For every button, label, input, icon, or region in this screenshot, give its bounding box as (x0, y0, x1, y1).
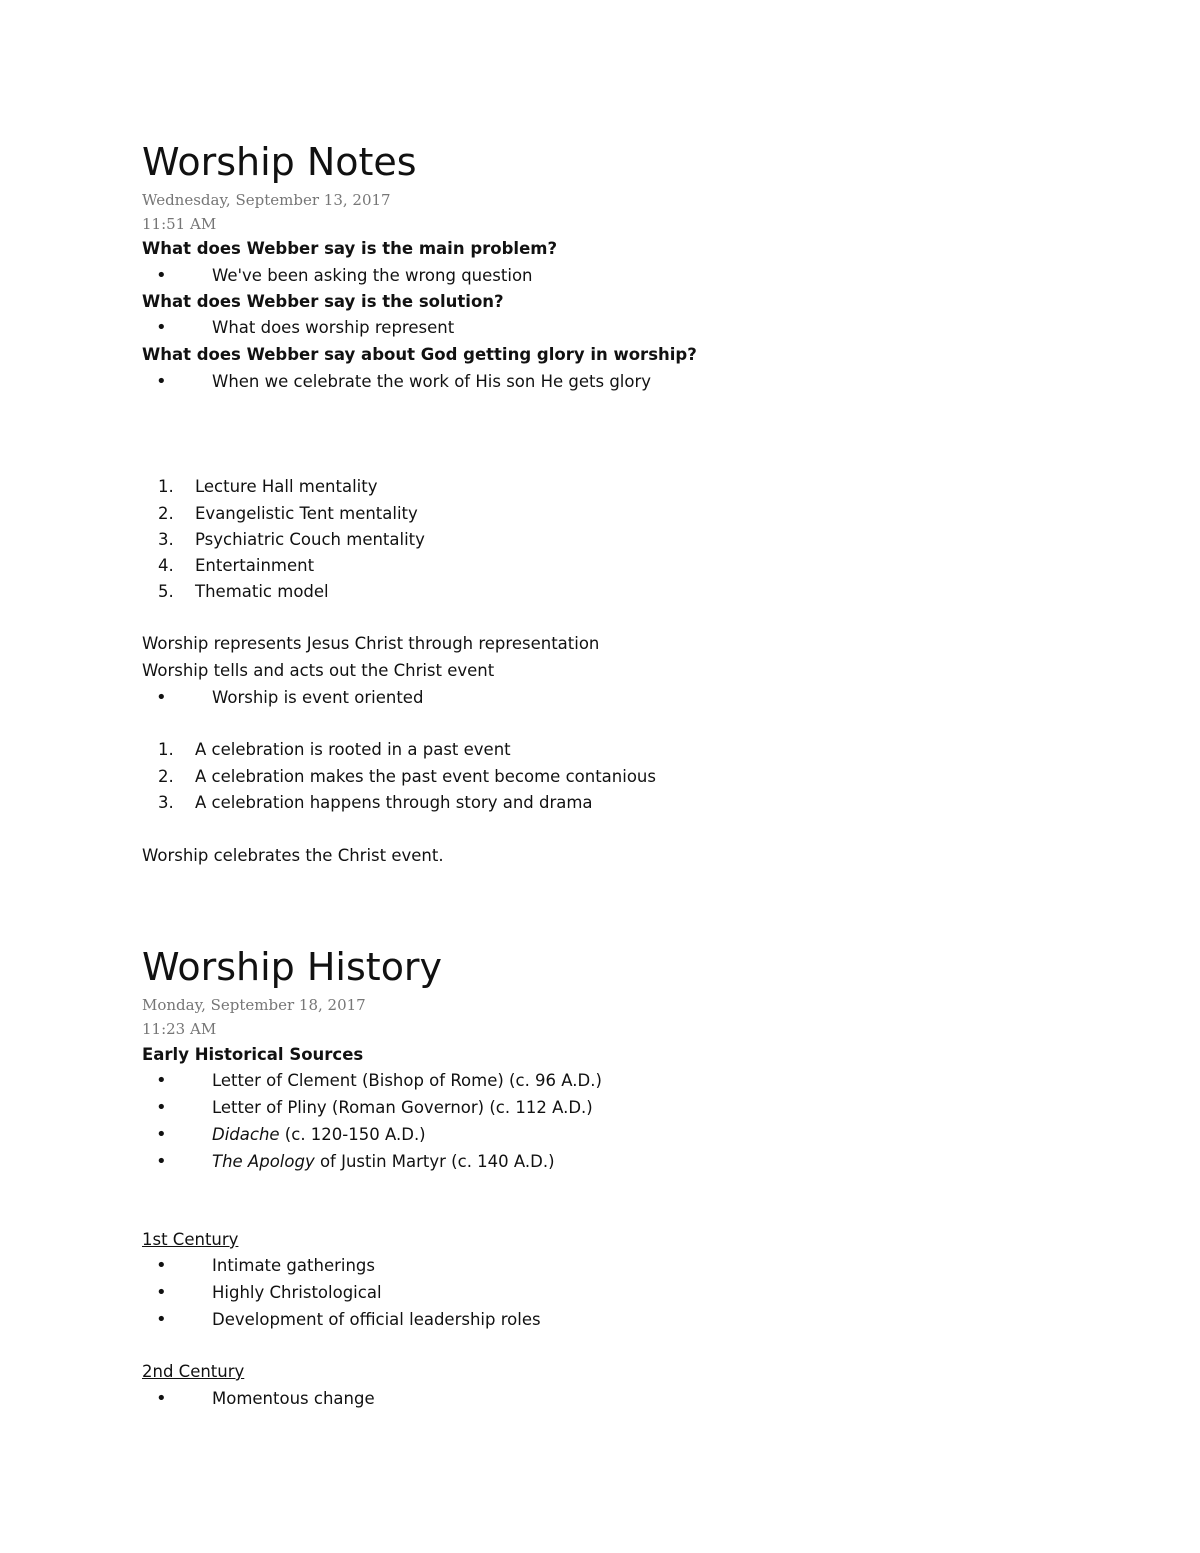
bullet-icon: • (156, 371, 167, 392)
bullet-icon: • (156, 687, 167, 708)
section-date: Wednesday, September 13, 2017 (142, 191, 391, 209)
bullet-icon: • (156, 1282, 167, 1303)
question-main-problem: What does Webber say is the main problem? (142, 239, 558, 258)
century-2-heading: 2nd Century (142, 1362, 245, 1381)
bullet-icon: • (156, 1255, 167, 1276)
section-title-worship-notes: Worship Notes (142, 140, 417, 184)
list-item-text: A celebration happens through story and drama (195, 793, 593, 812)
list-item-text-rest: Letter of Clement (Bishop of Rome) (c. 96 A.D.) (212, 1071, 602, 1090)
list-item-text: What does worship represent (212, 318, 455, 337)
bullet-icon: • (156, 1151, 167, 1172)
section-time: 11:23 AM (142, 1020, 217, 1038)
italic-title: The Apology (212, 1152, 315, 1171)
section-date: Monday, September 18, 2017 (142, 996, 366, 1014)
list-item-text-rest: Letter of Pliny (Roman Governor) (c. 112 A.D.) (212, 1098, 593, 1117)
bullet-icon: • (156, 1388, 167, 1409)
section-time: 11:51 AM (142, 215, 217, 233)
list-item-text: Psychiatric Couch mentality (195, 530, 425, 549)
list-item-text (212, 1151, 555, 1173)
list-item-text: Highly Christological (212, 1283, 382, 1302)
list-item-text (212, 1070, 602, 1092)
bullet-icon: • (156, 265, 167, 286)
list-item-text: We've been asking the wrong question (212, 266, 533, 285)
list-item-text (212, 1097, 593, 1119)
list-item-text: Lecture Hall mentality (195, 477, 378, 496)
section-title-worship-history: Worship History (142, 945, 443, 989)
list-item-text: Evangelistic Tent mentality (195, 504, 418, 523)
italic-title: Didache (212, 1125, 280, 1144)
paragraph: Worship tells and acts out the Christ event (142, 661, 495, 680)
list-item-text: When we celebrate the work of His son He gets glory (212, 372, 652, 391)
list-item-text (212, 1124, 426, 1146)
century-1-heading: 1st Century (142, 1230, 239, 1249)
bullet-icon: • (156, 1309, 167, 1330)
list-number: 4. (158, 556, 174, 575)
paragraph: Worship celebrates the Christ event. (142, 846, 444, 865)
list-number: 1. (158, 477, 174, 496)
list-item-text: Development of official leadership roles (212, 1310, 541, 1329)
bullet-icon: • (156, 1097, 167, 1118)
list-number: 5. (158, 582, 174, 601)
list-item-text: Intimate gatherings (212, 1256, 375, 1275)
list-item-text: Entertainment (195, 556, 315, 575)
list-number: 2. (158, 504, 174, 523)
question-solution: What does Webber say is the solution? (142, 292, 504, 311)
paragraph: Worship represents Jesus Christ through representation (142, 634, 600, 653)
question-god-glory: What does Webber say about God getting glory in worship? (142, 345, 697, 364)
list-number: 2. (158, 767, 174, 786)
list-item-text: A celebration makes the past event become contanious (195, 767, 656, 786)
list-item-text: A celebration is rooted in a past event (195, 740, 511, 759)
bullet-icon: • (156, 317, 167, 338)
bullet-icon: • (156, 1070, 167, 1091)
sources-heading: Early Historical Sources (142, 1045, 364, 1064)
list-item-text-rest: (c. 120-150 A.D.) (279, 1125, 426, 1144)
list-item-text: Momentous change (212, 1389, 375, 1408)
list-item-text: Thematic model (195, 582, 329, 601)
list-number: 3. (158, 530, 174, 549)
bullet-icon: • (156, 1124, 167, 1145)
list-item-text-rest: of Justin Martyr (c. 140 A.D.) (314, 1152, 555, 1171)
list-number: 1. (158, 740, 174, 759)
list-item-text: Worship is event oriented (212, 688, 424, 707)
list-number: 3. (158, 793, 174, 812)
